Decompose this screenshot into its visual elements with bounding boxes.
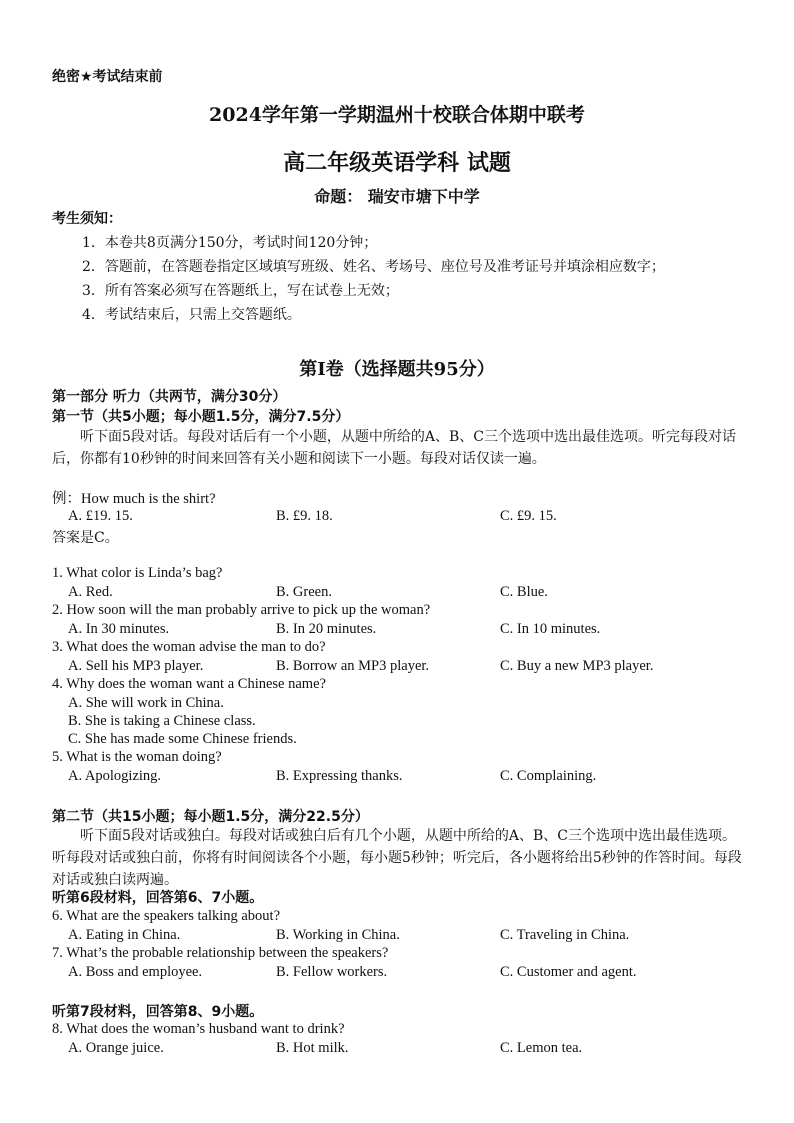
question-7-option-b: B. Fellow workers.: [276, 964, 388, 980]
question-5-option-a: A. Apologizing.: [68, 768, 162, 784]
question-2-option-c: C. In 10 minutes.: [500, 621, 601, 637]
question-4-option-b: B. She is taking a Chinese class.: [68, 713, 256, 729]
question-1-option-c: C. Blue.: [500, 584, 548, 600]
question-5-stem: 5. What is the woman doing?: [52, 749, 222, 765]
question-5-option-c: C. Complaining.: [500, 768, 597, 784]
setter-line: 命题： 瑞安市塘下中学: [314, 187, 480, 206]
notice-item: 1．本卷共8页满分150分，考试时间120分钟；: [82, 235, 378, 251]
question-1-stem: 1. What color is Linda’s bag?: [52, 565, 223, 581]
example-question: 例：How much is the shirt?: [52, 491, 216, 507]
question-4-option-c: C. She has made some Chinese friends.: [68, 731, 297, 747]
notice-heading: 考生须知：: [52, 211, 122, 227]
notice-item: 4．考试结束后，只需上交答题纸。: [82, 307, 301, 323]
question-6-option-c: C. Traveling in China.: [500, 927, 630, 943]
part1-title: 第一部分 听力（共两节，满分30分）: [52, 389, 287, 405]
question-5-option-b: B. Expressing thanks.: [276, 768, 403, 784]
section1-title: 第一节（共5小题；每小题1.5分，满分7.5分）: [52, 409, 350, 425]
question-8-option-b: B. Hot milk.: [276, 1040, 349, 1056]
exam-title: 2024学年第一学期温州十校联合体期中联考: [209, 104, 585, 126]
question-2-stem: 2. How soon will the man probably arrive to pick up the woman?: [52, 602, 431, 618]
question-4-stem: 4. Why does the woman want a Chinese name?: [52, 676, 326, 692]
volume-title: 第Ⅰ卷（选择题共95分）: [299, 359, 495, 380]
material-7-heading: 听第7段材料，回答第8、9小题。: [52, 1004, 264, 1020]
material-6-heading: 听第6段材料，回答第6、7小题。: [52, 890, 264, 906]
example-answer: 答案是C。: [52, 530, 119, 546]
question-7-option-c: C. Customer and agent.: [500, 964, 637, 980]
question-8-option-a: A. Orange juice.: [68, 1040, 164, 1056]
question-6-option-a: A. Eating in China.: [68, 927, 181, 943]
question-4-option-a: A. She will work in China.: [68, 695, 224, 711]
question-3-option-b: B. Borrow an MP3 player.: [276, 658, 430, 674]
question-6-option-b: B. Working in China.: [276, 927, 400, 943]
question-2-option-b: B. In 20 minutes.: [276, 621, 377, 637]
section1-instructions: 听下面5段对话。每段对话后有一个小题，从题中所给的A、B、C三个选项中选出最佳选项。听完每段对话后，你都有10秒钟的时间来回答有关小题和阅读下一小题。每段对话仅读一遍。: [52, 429, 737, 467]
question-1-option-b: B. Green.: [276, 584, 332, 600]
question-6-stem: 6. What are the speakers talking about?: [52, 908, 281, 924]
question-8-option-c: C. Lemon tea.: [500, 1040, 583, 1056]
subject-title: 高二年级英语学科 试题: [283, 150, 511, 176]
section2-title: 第二节（共15小题；每小题1.5分，满分22.5分）: [52, 809, 369, 825]
example-option-b: B. £9. 18.: [276, 508, 333, 524]
question-2-option-a: A. In 30 minutes.: [68, 621, 170, 637]
question-3-option-a: A. Sell his MP3 player.: [68, 658, 204, 674]
confidential-label: 绝密★考试结束前: [52, 69, 163, 85]
question-7-stem: 7. What’s the probable relationship between the speakers?: [52, 945, 389, 961]
section2-instructions: 听下面5段对话或独白。每段对话或独白后有几个小题，从题中所给的A、B、C三个选项中选出最佳选项。听每段对话或独白前，你将有时间阅读各个小题，每小题5秒钟；听完后，各小题将给出5秒钟的作答时间。每段对话或独白读两遍。: [52, 828, 742, 888]
question-8-stem: 8. What does the woman’s husband want to drink?: [52, 1021, 345, 1037]
question-7-option-a: A. Boss and employee.: [68, 964, 203, 980]
notice-item: 2．答题前，在答题卷指定区域填写班级、姓名、考场号、座位号及准考证号并填涂相应数字；: [82, 259, 665, 275]
question-1-option-a: A. Red.: [68, 584, 113, 600]
question-3-stem: 3. What does the woman advise the man to do?: [52, 639, 326, 655]
example-option-c: C. £9. 15.: [500, 508, 557, 524]
example-option-a: A. £19. 15.: [68, 508, 133, 524]
notice-item: 3．所有答案必须写在答题纸上，写在试卷上无效；: [82, 283, 399, 299]
question-3-option-c: C. Buy a new MP3 player.: [500, 658, 654, 674]
